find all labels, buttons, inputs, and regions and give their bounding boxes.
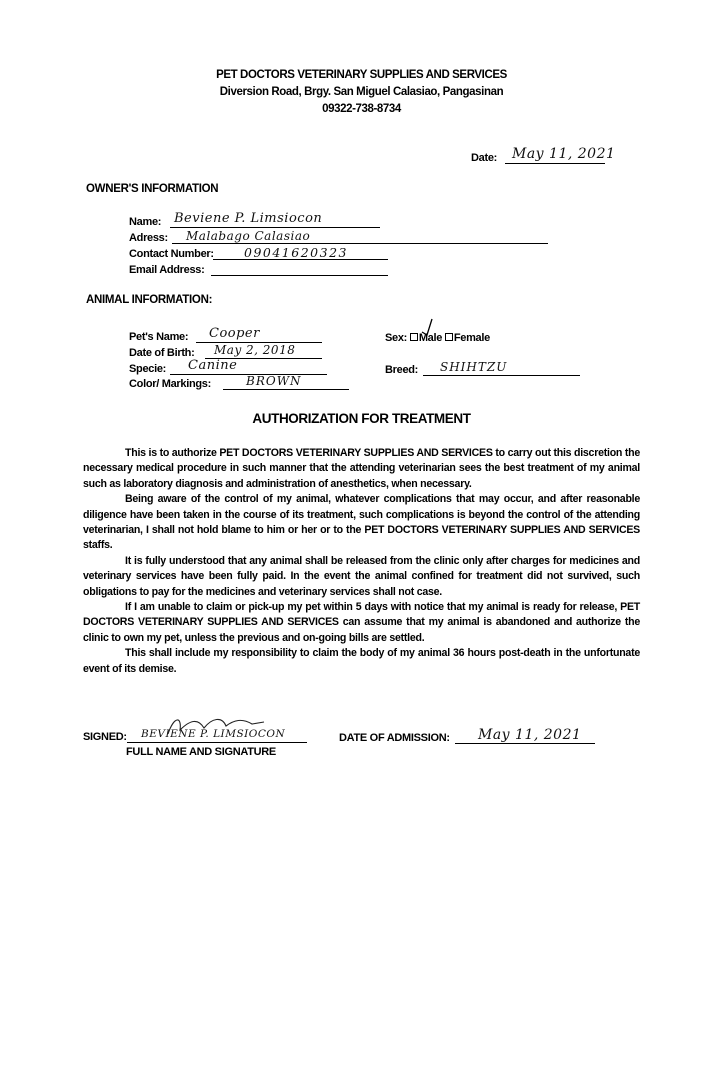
- admission-label: DATE OF ADMISSION:: [339, 732, 450, 744]
- sex-male-label: Male: [418, 332, 443, 344]
- paragraph-2: Being aware of the control of my animal, whatever complications that may occur, and after reasonable diligence have been taken in the course of its treatment, such complications is beyond the control of the attending veterinarian, I shall not hold blame to him or her or to the PET DOCTORS VETERINARY SUPPLIES AND SERVICES staffs.: [83, 493, 640, 552]
- paragraph-4: If I am unable to claim or pick-up my pet within 5 days with notice that my animal is ready for release, PET DOCTORS VETERINARY SUPPLIES AND SERVICES can assume that my animal is abandoned and authorize the clinic to own my pet, unless the previous and on-going bills are settled.: [83, 601, 640, 644]
- signature-caption: FULL NAME AND SIGNATURE: [126, 746, 276, 758]
- owner-email-line: [211, 275, 388, 276]
- specie-label: Specie:: [129, 363, 167, 375]
- date-value: May 11, 2021: [512, 146, 616, 162]
- owner-address-value: Malabago Calasiao: [186, 229, 311, 243]
- pet-name-value: Cooper: [209, 326, 260, 341]
- signed-name-value: BEVIENE P. LIMSIOCON: [141, 728, 286, 740]
- color-label: Color/ Markings:: [129, 378, 211, 390]
- dob-label: Date of Birth:: [129, 347, 195, 359]
- company-phone: 09322-738-8734: [322, 103, 401, 115]
- paragraph-1: This is to authorize PET DOCTORS VETERINARY SUPPLIES AND SERVICES to carry out this discretion the necessary medical procedure in such manner that the attending veterinarian sees the best treatment of my animal such as laboratory diagnosis and administration of anesthetics, when necessary.: [83, 447, 640, 490]
- owner-name-value: Beviene P. Limsiocon: [174, 211, 323, 226]
- date-label: Date:: [471, 152, 498, 164]
- sex-field: [385, 332, 490, 344]
- owner-name-line: [170, 227, 380, 228]
- specie-value: Canine: [188, 358, 238, 373]
- sex-female-label: Female: [453, 332, 490, 344]
- owner-contact-label: Contact Number:: [129, 248, 214, 260]
- owner-address-line: [172, 243, 548, 244]
- owner-heading: OWNER'S INFORMATION: [86, 183, 219, 195]
- sex-label: Sex:: [385, 332, 408, 344]
- pet-name-label: Pet's Name:: [129, 331, 189, 343]
- owner-address-label: Adress:: [129, 232, 168, 244]
- authorization-title: AUTHORIZATION FOR TREATMENT: [252, 411, 471, 426]
- color-line: [223, 389, 349, 390]
- breed-line: [423, 375, 580, 376]
- breed-value: SHIHTZU: [440, 360, 508, 374]
- admission-line: [455, 743, 595, 744]
- signed-label: SIGNED:: [83, 731, 127, 743]
- breed-label: Breed:: [385, 364, 419, 376]
- dob-value: May 2, 2018: [214, 343, 296, 357]
- owner-contact-value: 09041620323: [244, 245, 348, 260]
- signed-line: [127, 742, 307, 743]
- owner-name-label: Name:: [129, 216, 162, 228]
- company-address: Diversion Road, Brgy. San Miguel Calasiao, Pangasinan: [219, 86, 504, 98]
- color-value: BROWN: [246, 374, 302, 388]
- admission-value: May 11, 2021: [478, 727, 582, 743]
- animal-heading: ANIMAL INFORMATION:: [86, 294, 213, 306]
- male-checkmark: [420, 318, 434, 336]
- authorization-body: [83, 446, 640, 677]
- date-line: [505, 163, 605, 164]
- female-checkbox: [445, 333, 453, 341]
- male-checkbox: [410, 333, 418, 341]
- paragraph-3: It is fully understood that any animal shall be released from the clinic only after charges for medicines and veterinary services have been fully paid. In the event the animal confined for treatment did not survived, such obligations to pay for the medicines and veterinary services shall not case.: [83, 554, 640, 598]
- paragraph-5: This shall include my responsibility to claim the body of my animal 36 hours post-death in the unfortunate event of its demise.: [83, 647, 640, 675]
- company-name: PET DOCTORS VETERINARY SUPPLIES AND SERVICES: [216, 69, 507, 81]
- owner-email-label: Email Address:: [129, 264, 205, 276]
